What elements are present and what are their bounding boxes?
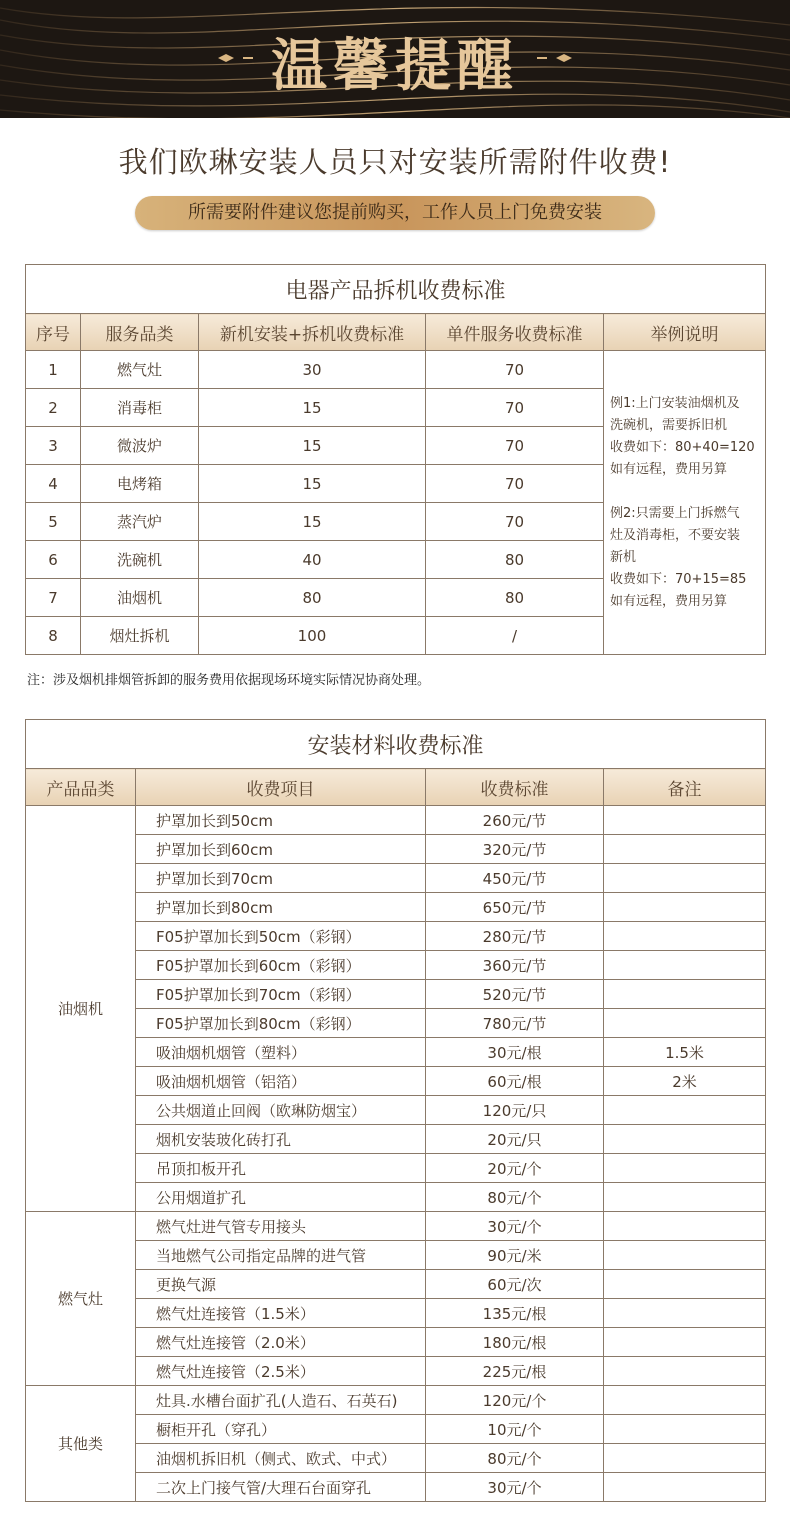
example-note — [604, 351, 766, 655]
price-cell: 135元/根 — [426, 1299, 604, 1328]
table-cell: 8 — [26, 617, 81, 655]
price-cell: 180元/根 — [426, 1328, 604, 1357]
item-cell: 护罩加长到80cm — [136, 893, 426, 922]
table-caption: 电器产品拆机收费标准 — [26, 265, 766, 314]
column-header: 收费项目 — [136, 769, 426, 806]
table-row — [26, 806, 766, 835]
table-cell: 80 — [199, 579, 426, 617]
item-cell: 油烟机拆旧机（侧式、欧式、中式） — [136, 1444, 426, 1473]
table-row — [26, 351, 766, 389]
table-cell: 15 — [199, 389, 426, 427]
table-cell: 电烤箱 — [81, 465, 199, 503]
remark-cell: 1.5米 — [604, 1038, 766, 1067]
category-cell: 油烟机 — [26, 806, 136, 1212]
table-cell: 5 — [26, 503, 81, 541]
remark-cell — [604, 1299, 766, 1328]
table-row — [26, 951, 766, 980]
example-note-line — [610, 481, 759, 503]
item-cell: F05护罩加长到70cm（彩钢） — [136, 980, 426, 1009]
remark-cell — [604, 1183, 766, 1212]
item-cell: 燃气灶进气管专用接头 — [136, 1212, 426, 1241]
remark-cell — [604, 951, 766, 980]
table-cell: 80 — [426, 579, 604, 617]
item-cell: 吸油烟机烟管（铝箔） — [136, 1067, 426, 1096]
price-cell: 30元/个 — [426, 1212, 604, 1241]
remark-cell — [604, 806, 766, 835]
remark-cell — [604, 1328, 766, 1357]
item-cell: 烟机安装玻化砖打孔 — [136, 1125, 426, 1154]
remark-cell — [604, 1444, 766, 1473]
table-row — [26, 1328, 766, 1357]
banner-title: 温馨提醒 — [271, 33, 519, 99]
price-cell: 320元/节 — [426, 835, 604, 864]
table-row — [26, 1299, 766, 1328]
table-header-row — [26, 769, 766, 806]
price-cell: 650元/节 — [426, 893, 604, 922]
table-cell: 微波炉 — [81, 427, 199, 465]
remark-cell — [604, 1212, 766, 1241]
example-note-line: 例1:上门安装油烟机及 — [610, 395, 740, 411]
item-cell: 护罩加长到50cm — [136, 806, 426, 835]
column-header: 产品品类 — [26, 769, 136, 806]
item-cell: 灶具.水槽台面扩孔(人造石、石英石) — [136, 1386, 426, 1415]
table-cell: / — [426, 617, 604, 655]
table-row — [26, 1009, 766, 1038]
table-cell: 2 — [26, 389, 81, 427]
price-cell: 520元/节 — [426, 980, 604, 1009]
table-row — [26, 1241, 766, 1270]
remark-cell — [604, 1241, 766, 1270]
price-cell: 10元/个 — [426, 1415, 604, 1444]
item-cell: 吸油烟机烟管（塑料） — [136, 1038, 426, 1067]
table-row — [26, 1473, 766, 1502]
table-cell: 70 — [426, 465, 604, 503]
example-note-line: 收费如下：70+15=85 — [610, 571, 747, 587]
table-cell: 3 — [26, 427, 81, 465]
table-row — [26, 1096, 766, 1125]
column-header: 举例说明 — [604, 314, 766, 351]
remark-cell — [604, 1009, 766, 1038]
footnote: 注：涉及烟机排烟管拆卸的服务费用依据现场环境实际情况协商处理。 — [27, 673, 431, 688]
price-cell: 90元/米 — [426, 1241, 604, 1270]
example-note-line: 例2:只需要上门拆燃气 — [610, 505, 740, 521]
column-header: 单件服务收费标准 — [426, 314, 604, 351]
table-cell: 80 — [426, 541, 604, 579]
price-cell: 30元/根 — [426, 1038, 604, 1067]
remark-cell — [604, 1415, 766, 1444]
item-cell: 护罩加长到60cm — [136, 835, 426, 864]
table-cell: 1 — [26, 351, 81, 389]
item-cell: 当地燃气公司指定品牌的进气管 — [136, 1241, 426, 1270]
remark-cell — [604, 864, 766, 893]
price-cell: 780元/节 — [426, 1009, 604, 1038]
example-note-line: 灶及消毒柜，不要安装 — [610, 527, 741, 543]
table-row — [26, 1154, 766, 1183]
table-row — [26, 864, 766, 893]
item-cell: 橱柜开孔（穿孔） — [136, 1415, 426, 1444]
column-header: 服务品类 — [81, 314, 199, 351]
material-fee-table — [25, 719, 766, 1502]
price-cell: 80元/个 — [426, 1444, 604, 1473]
table-cell: 40 — [199, 541, 426, 579]
table-row — [26, 1386, 766, 1415]
remark-cell — [604, 1125, 766, 1154]
item-cell: 公用烟道扩孔 — [136, 1183, 426, 1212]
column-header: 备注 — [604, 769, 766, 806]
table-cell: 洗碗机 — [81, 541, 199, 579]
table-cell: 7 — [26, 579, 81, 617]
price-cell: 30元/个 — [426, 1473, 604, 1502]
table-cell: 70 — [426, 351, 604, 389]
headline: 我们欧琳安装人员只对安装所需附件收费! — [118, 145, 672, 179]
column-header: 收费标准 — [426, 769, 604, 806]
table-cell: 70 — [426, 389, 604, 427]
table-cell: 4 — [26, 465, 81, 503]
price-cell: 260元/节 — [426, 806, 604, 835]
table-cell: 6 — [26, 541, 81, 579]
item-cell: F05护罩加长到80cm（彩钢） — [136, 1009, 426, 1038]
banner — [0, 0, 790, 118]
example-note-line: 如有远程，费用另算 — [610, 461, 728, 477]
remark-cell — [604, 980, 766, 1009]
table-cell: 蒸汽炉 — [81, 503, 199, 541]
table-row — [26, 1357, 766, 1386]
table-cell: 燃气灶 — [81, 351, 199, 389]
category-cell: 其他类 — [26, 1386, 136, 1502]
table-cell: 15 — [199, 427, 426, 465]
item-cell: 燃气灶连接管（2.5米） — [136, 1357, 426, 1386]
table-row — [26, 1444, 766, 1473]
price-cell: 60元/次 — [426, 1270, 604, 1299]
item-cell: 燃气灶连接管（2.0米） — [136, 1328, 426, 1357]
price-cell: 20元/个 — [426, 1154, 604, 1183]
item-cell: 更换气源 — [136, 1270, 426, 1299]
remark-cell — [604, 922, 766, 951]
remark-cell — [604, 1154, 766, 1183]
table-cell: 15 — [199, 503, 426, 541]
removal-fee-table — [25, 264, 766, 655]
table-row — [26, 893, 766, 922]
table-cell: 油烟机 — [81, 579, 199, 617]
table-cell: 70 — [426, 427, 604, 465]
remark-cell — [604, 835, 766, 864]
table-caption: 安装材料收费标准 — [26, 720, 766, 769]
column-header: 新机安装+拆机收费标准 — [199, 314, 426, 351]
table-row — [26, 1125, 766, 1154]
item-cell: F05护罩加长到60cm（彩钢） — [136, 951, 426, 980]
table-row — [26, 1038, 766, 1067]
price-cell: 120元/只 — [426, 1096, 604, 1125]
advice-pill: 所需要附件建议您提前购买，工作人员上门免费安装 — [135, 196, 655, 230]
remark-cell — [604, 1096, 766, 1125]
item-cell: 燃气灶连接管（1.5米） — [136, 1299, 426, 1328]
price-cell: 120元/个 — [426, 1386, 604, 1415]
table-row — [26, 1212, 766, 1241]
table-row — [26, 835, 766, 864]
table-cell: 消毒柜 — [81, 389, 199, 427]
price-cell: 20元/只 — [426, 1125, 604, 1154]
column-header: 序号 — [26, 314, 81, 351]
item-cell: 公共烟道止回阀（欧琳防烟宝） — [136, 1096, 426, 1125]
table-cell: 烟灶拆机 — [81, 617, 199, 655]
remark-cell — [604, 1386, 766, 1415]
remark-cell — [604, 1473, 766, 1502]
example-note-line: 洗碗机，需要拆旧机 — [610, 417, 728, 433]
example-note-line: 新机 — [610, 549, 637, 565]
table-cell: 15 — [199, 465, 426, 503]
table-row — [26, 1270, 766, 1299]
price-cell: 60元/根 — [426, 1067, 604, 1096]
table-cell: 30 — [199, 351, 426, 389]
price-cell: 450元/节 — [426, 864, 604, 893]
table-cell: 70 — [426, 503, 604, 541]
remark-cell — [604, 1270, 766, 1299]
table-row — [26, 980, 766, 1009]
price-cell: 280元/节 — [426, 922, 604, 951]
table-row — [26, 1067, 766, 1096]
price-cell: 360元/节 — [426, 951, 604, 980]
remark-cell — [604, 893, 766, 922]
table-cell: 100 — [199, 617, 426, 655]
table-row — [26, 1183, 766, 1212]
example-note-line: 如有远程，费用另算 — [610, 593, 728, 609]
example-note-line: 收费如下：80+40=120 — [610, 439, 755, 455]
item-cell: 吊顶扣板开孔 — [136, 1154, 426, 1183]
category-cell: 燃气灶 — [26, 1212, 136, 1386]
table-row — [26, 1415, 766, 1444]
item-cell: F05护罩加长到50cm（彩钢） — [136, 922, 426, 951]
table-header-row — [26, 314, 766, 351]
item-cell: 护罩加长到70cm — [136, 864, 426, 893]
remark-cell — [604, 1357, 766, 1386]
item-cell: 二次上门接气管/大理石台面穿孔 — [136, 1473, 426, 1502]
price-cell: 80元/个 — [426, 1183, 604, 1212]
table-row — [26, 922, 766, 951]
remark-cell: 2米 — [604, 1067, 766, 1096]
price-cell: 225元/根 — [426, 1357, 604, 1386]
